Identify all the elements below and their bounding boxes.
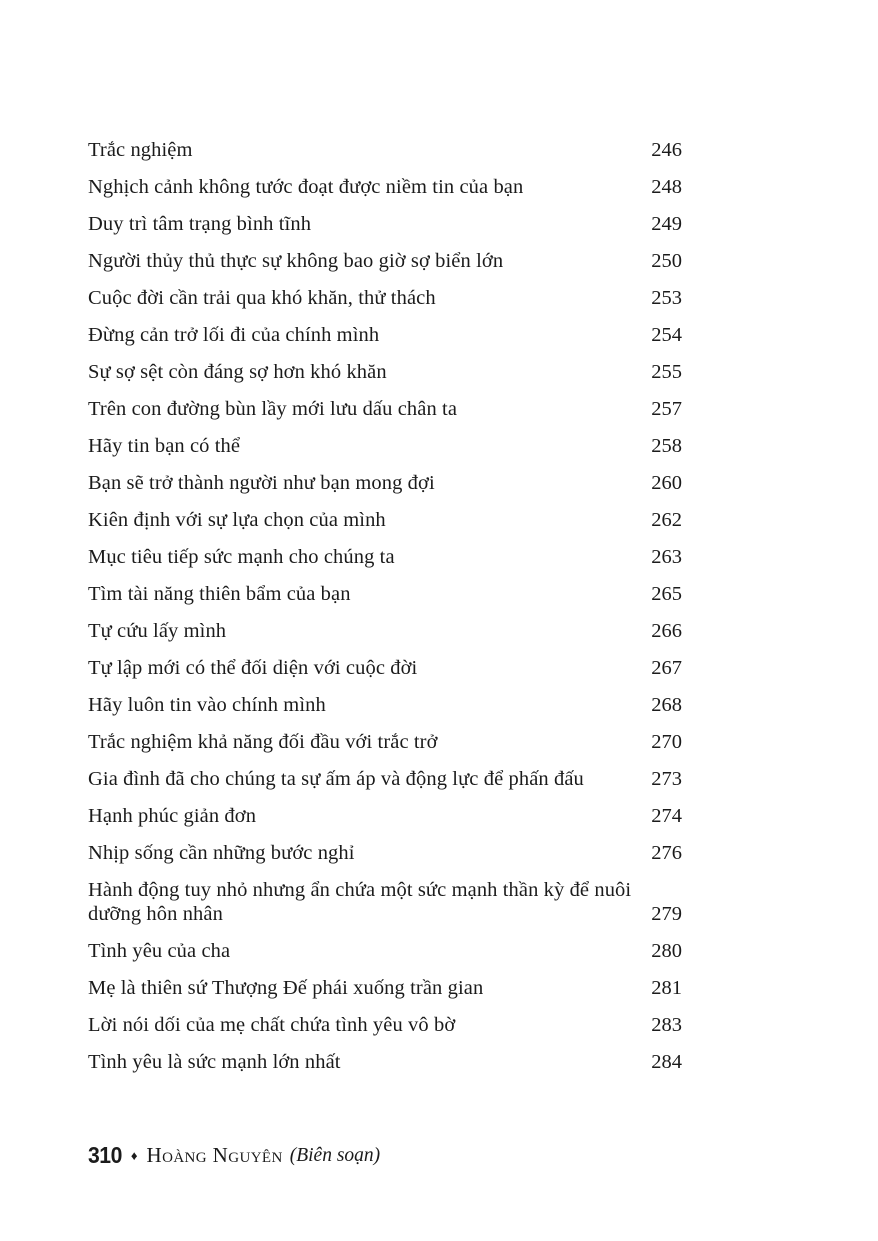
toc-entry-title: Tìm tài năng thiên bẩm của bạn xyxy=(88,583,351,605)
footer-author-role: (Biên soạn) xyxy=(289,1144,381,1166)
toc-entry-title: Bạn sẽ trở thành người như bạn mong đợi xyxy=(88,472,435,494)
toc-entry xyxy=(88,138,682,162)
toc-entry-page: 280 xyxy=(651,940,682,962)
toc-entry-page: 263 xyxy=(651,546,682,568)
toc-entry-page: 250 xyxy=(651,250,682,272)
toc-entry xyxy=(88,582,682,606)
toc-entry-page: 273 xyxy=(651,768,682,790)
toc-entry xyxy=(88,508,682,532)
toc-list xyxy=(88,138,682,1087)
toc-entry-page: 281 xyxy=(651,977,682,999)
toc-entry-page: 249 xyxy=(651,213,682,235)
toc-entry xyxy=(88,249,682,273)
toc-entry-page: 267 xyxy=(651,657,682,679)
toc-entry-page: 265 xyxy=(651,583,682,605)
footer-page-number: 310 xyxy=(88,1142,122,1168)
toc-entry-title: Nhịp sống cần những bước nghỉ xyxy=(88,842,355,864)
toc-entry-page: 253 xyxy=(651,287,682,309)
toc-entry-title: Trên con đường bùn lầy mới lưu dấu chân ta xyxy=(88,398,458,420)
toc-entry-title: Đừng cản trở lối đi của chính mình xyxy=(88,324,380,346)
toc-entry-title: Cuộc đời cần trải qua khó khăn, thử thách xyxy=(88,287,436,309)
toc-entry xyxy=(88,730,682,754)
toc-entry-title: Tự lập mới có thể đối diện với cuộc đời xyxy=(88,657,418,679)
toc-entry xyxy=(88,323,682,347)
toc-entry-page: 276 xyxy=(651,842,682,864)
toc-entry-title: Mục tiêu tiếp sức mạnh cho chúng ta xyxy=(88,546,395,568)
toc-entry-title: Hành động tuy nhỏ nhưng ẩn chứa một sức mạnh thần kỳ để nuôi dưỡng hôn nhân xyxy=(88,879,632,925)
toc-entry-page: 258 xyxy=(651,435,682,457)
toc-entry-page: 255 xyxy=(651,361,682,383)
toc-entry xyxy=(88,693,682,717)
toc-entry-title: Nghịch cảnh không tước đoạt được niềm tin của bạn xyxy=(88,176,524,198)
toc-entry xyxy=(88,767,682,791)
toc-entry-title: Hãy luôn tin vào chính mình xyxy=(88,694,326,716)
toc-entry-page: 254 xyxy=(651,324,682,346)
toc-entry xyxy=(88,397,682,421)
toc-entry-title: Sự sợ sệt còn đáng sợ hơn khó khăn xyxy=(88,361,387,383)
toc-entry-title: Gia đình đã cho chúng ta sự ấm áp và động lực để phấn đấu xyxy=(88,768,584,790)
toc-entry-title: Kiên định với sự lựa chọn của mình xyxy=(88,509,386,531)
toc-entry-title: Trắc nghiệm khả năng đối đầu với trắc trở xyxy=(88,731,438,753)
footer-author-name: Hoàng Nguyên xyxy=(146,1143,283,1167)
toc-entry xyxy=(88,656,682,680)
toc-entry-page: 279 xyxy=(651,903,682,925)
toc-entry-title: Lời nói dối của mẹ chất chứa tình yêu vô bờ xyxy=(88,1014,456,1036)
toc-entry xyxy=(88,212,682,236)
toc-entry xyxy=(88,804,682,828)
toc-entry xyxy=(88,175,682,199)
toc-entry xyxy=(88,878,682,926)
toc-entry xyxy=(88,939,682,963)
toc-entry xyxy=(88,471,682,495)
diamond-icon: ♦ xyxy=(130,1148,138,1163)
toc-entry-page: 284 xyxy=(651,1051,682,1073)
toc-entry-page: 257 xyxy=(651,398,682,420)
toc-entry xyxy=(88,841,682,865)
toc-entry-title: Hạnh phúc giản đơn xyxy=(88,805,257,827)
toc-entry-page: 270 xyxy=(651,731,682,753)
toc-entry-title: Tự cứu lấy mình xyxy=(88,620,227,642)
toc-entry xyxy=(88,286,682,310)
toc-entry xyxy=(88,976,682,1000)
toc-entry-page: 266 xyxy=(651,620,682,642)
toc-entry-title: Trắc nghiệm xyxy=(88,139,193,161)
toc-entry-page: 246 xyxy=(651,139,682,161)
toc-entry-title: Duy trì tâm trạng bình tĩnh xyxy=(88,213,312,235)
page-footer xyxy=(88,1142,380,1169)
toc-entry xyxy=(88,1013,682,1037)
toc-entry-title: Hãy tin bạn có thể xyxy=(88,435,241,457)
toc-entry-page: 260 xyxy=(651,472,682,494)
toc-entry-page: 283 xyxy=(651,1014,682,1036)
toc-entry-page: 248 xyxy=(651,176,682,198)
toc-entry-title: Tình yêu là sức mạnh lớn nhất xyxy=(88,1051,341,1073)
toc-entry xyxy=(88,619,682,643)
toc-entry xyxy=(88,545,682,569)
toc-entry-page: 262 xyxy=(651,509,682,531)
toc-entry-title: Người thủy thủ thực sự không bao giờ sợ biển lớn xyxy=(88,250,504,272)
toc-entry xyxy=(88,434,682,458)
toc-entry-page: 268 xyxy=(651,694,682,716)
toc-entry-title: Mẹ là thiên sứ Thượng Đế phái xuống trần gian xyxy=(88,977,484,999)
toc-entry xyxy=(88,1050,682,1074)
toc-entry-page: 274 xyxy=(651,805,682,827)
toc-entry-title: Tình yêu của cha xyxy=(88,940,231,962)
toc-entry xyxy=(88,360,682,384)
